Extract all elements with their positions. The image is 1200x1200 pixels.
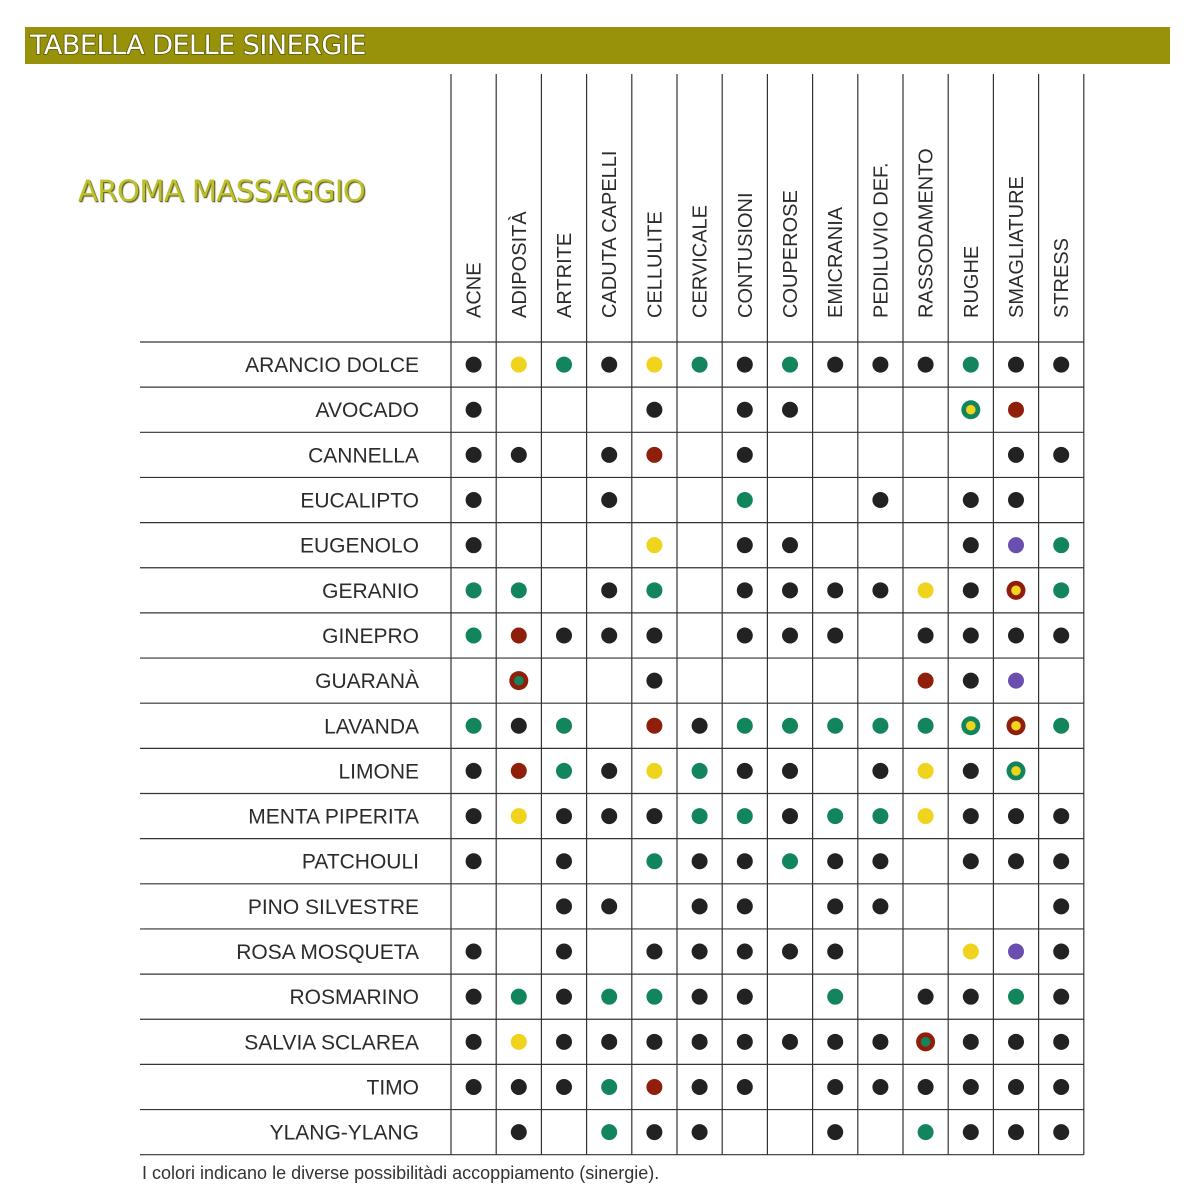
row-label: ARANCIO DOLCE bbox=[245, 354, 419, 378]
synergy-dot bbox=[556, 763, 572, 779]
synergy-dot bbox=[918, 582, 934, 598]
synergy-dot bbox=[601, 1034, 617, 1050]
column-header: ADIPOSITÀ bbox=[508, 211, 531, 318]
synergy-dot bbox=[466, 582, 482, 598]
synergy-dot bbox=[692, 1079, 708, 1095]
synergy-dot bbox=[556, 357, 572, 373]
synergy-dot bbox=[601, 1124, 617, 1140]
synergy-dot-core bbox=[514, 676, 524, 686]
synergy-dot bbox=[1008, 1124, 1024, 1140]
synergy-dot bbox=[1008, 447, 1024, 463]
synergy-dot bbox=[466, 718, 482, 734]
synergy-dot bbox=[963, 1079, 979, 1095]
synergy-dot bbox=[692, 853, 708, 869]
synergy-dot bbox=[646, 402, 662, 418]
synergy-dot bbox=[556, 1079, 572, 1095]
synergy-dot bbox=[963, 1124, 979, 1140]
synergy-dot bbox=[737, 853, 753, 869]
synergy-dot bbox=[1053, 1034, 1069, 1050]
synergy-dot bbox=[963, 582, 979, 598]
synergy-dot bbox=[466, 357, 482, 373]
synergy-dot bbox=[827, 1124, 843, 1140]
synergy-dot bbox=[1053, 1124, 1069, 1140]
synergy-dot bbox=[601, 447, 617, 463]
synergy-dot bbox=[466, 763, 482, 779]
synergy-dot bbox=[511, 1124, 527, 1140]
synergy-dot bbox=[963, 1034, 979, 1050]
column-header: PEDILUVIO DEF. bbox=[870, 162, 893, 318]
synergy-dot bbox=[511, 1079, 527, 1095]
synergy-dot bbox=[466, 537, 482, 553]
synergy-dot bbox=[466, 402, 482, 418]
synergy-dot bbox=[556, 1034, 572, 1050]
synergy-dot bbox=[511, 627, 527, 643]
synergy-dot bbox=[1008, 627, 1024, 643]
synergy-dot bbox=[782, 808, 798, 824]
synergy-dot bbox=[1053, 898, 1069, 914]
synergy-dot bbox=[1008, 357, 1024, 373]
synergy-dot bbox=[918, 718, 934, 734]
synergy-dot bbox=[1053, 627, 1069, 643]
row-label: ROSA MOSQUETA bbox=[236, 941, 419, 965]
column-header: ARTRITE bbox=[554, 232, 576, 318]
synergy-dot bbox=[737, 582, 753, 598]
synergy-dot bbox=[1008, 944, 1024, 960]
synergy-dot bbox=[601, 1079, 617, 1095]
synergy-dot bbox=[511, 447, 527, 463]
synergy-dot bbox=[646, 989, 662, 1005]
column-header: EMICRANIA bbox=[825, 206, 848, 318]
synergy-dot bbox=[646, 763, 662, 779]
column-header: CELLULITE bbox=[644, 211, 667, 318]
synergy-dot bbox=[737, 944, 753, 960]
synergy-dot bbox=[872, 898, 888, 914]
column-header: SMAGLIATURE bbox=[1006, 176, 1028, 318]
column-header: RASSODAMENTO bbox=[915, 148, 938, 318]
synergy-dot bbox=[1053, 989, 1069, 1005]
synergy-dot bbox=[646, 1034, 662, 1050]
synergy-dot bbox=[827, 627, 843, 643]
synergy-dot bbox=[692, 989, 708, 1005]
synergy-dot bbox=[782, 627, 798, 643]
synergy-dot-core bbox=[1011, 586, 1021, 596]
row-label: GINEPRO bbox=[322, 624, 419, 648]
synergy-dot bbox=[782, 357, 798, 373]
column-header: RUGHE bbox=[960, 245, 983, 318]
synergy-dot bbox=[782, 718, 798, 734]
synergy-dot bbox=[692, 1034, 708, 1050]
row-label: EUGENOLO bbox=[299, 534, 419, 558]
synergy-dot bbox=[466, 853, 482, 869]
synergy-dot bbox=[1008, 853, 1024, 869]
synergy-dot bbox=[872, 808, 888, 824]
synergy-dot bbox=[963, 808, 979, 824]
row-label: PINO SILVESTRE bbox=[247, 895, 419, 919]
synergy-dot bbox=[827, 989, 843, 1005]
synergy-dot bbox=[601, 763, 617, 779]
synergy-dot bbox=[782, 763, 798, 779]
synergy-dot bbox=[601, 627, 617, 643]
synergy-dot bbox=[737, 763, 753, 779]
synergy-dot bbox=[646, 673, 662, 689]
synergy-dot bbox=[556, 808, 572, 824]
synergy-dot bbox=[692, 1124, 708, 1140]
synergy-dot bbox=[1053, 718, 1069, 734]
synergy-dot bbox=[963, 492, 979, 508]
synergy-dot bbox=[556, 627, 572, 643]
synergy-dot bbox=[1053, 944, 1069, 960]
synergy-dot bbox=[692, 944, 708, 960]
footnote: I colori indicano le diverse possibilitàdi accoppiamento (sinergie). bbox=[142, 1163, 660, 1183]
synergy-dot bbox=[1053, 537, 1069, 553]
synergy-dot bbox=[872, 1079, 888, 1095]
synergy-dot bbox=[1008, 1079, 1024, 1095]
synergy-dot bbox=[1053, 1079, 1069, 1095]
synergy-dot bbox=[692, 898, 708, 914]
synergy-dot bbox=[692, 808, 708, 824]
synergy-dot bbox=[918, 763, 934, 779]
synergy-dot bbox=[692, 718, 708, 734]
synergy-dot bbox=[601, 582, 617, 598]
synergy-dot-core bbox=[966, 405, 976, 415]
synergy-dot bbox=[782, 944, 798, 960]
synergy-dot bbox=[918, 627, 934, 643]
synergy-dot bbox=[737, 808, 753, 824]
synergy-dot bbox=[466, 944, 482, 960]
synergy-dot bbox=[646, 582, 662, 598]
synergy-dot bbox=[963, 944, 979, 960]
synergy-dot-core bbox=[966, 721, 976, 731]
synergy-dot bbox=[737, 537, 753, 553]
synergy-dot bbox=[872, 357, 888, 373]
synergy-dot bbox=[646, 853, 662, 869]
synergy-dot bbox=[737, 402, 753, 418]
synergy-dot bbox=[782, 537, 798, 553]
synergy-dot bbox=[646, 447, 662, 463]
synergy-dot bbox=[918, 1079, 934, 1095]
synergy-dot bbox=[737, 898, 753, 914]
synergy-dot bbox=[872, 582, 888, 598]
synergy-dot bbox=[827, 718, 843, 734]
synergy-dot bbox=[963, 853, 979, 869]
synergy-dot bbox=[692, 763, 708, 779]
synergy-dot bbox=[511, 808, 527, 824]
synergy-dot bbox=[782, 853, 798, 869]
synergy-dot bbox=[692, 357, 708, 373]
row-label: AVOCADO bbox=[315, 399, 419, 423]
synergy-dot bbox=[511, 582, 527, 598]
synergy-dot bbox=[601, 357, 617, 373]
row-label: YLANG-YLANG bbox=[269, 1121, 419, 1145]
synergy-dot bbox=[872, 492, 888, 508]
synergy-dot bbox=[1053, 447, 1069, 463]
synergy-dot-core bbox=[921, 1037, 931, 1047]
synergy-dot bbox=[601, 808, 617, 824]
synergy-dot bbox=[737, 1034, 753, 1050]
row-label: EUCALIPTO bbox=[300, 489, 419, 513]
synergy-dot bbox=[827, 853, 843, 869]
synergy-dot bbox=[466, 627, 482, 643]
row-label: LAVANDA bbox=[324, 715, 419, 739]
synergy-dot bbox=[1053, 582, 1069, 598]
synergy-dot bbox=[556, 944, 572, 960]
synergy-dot bbox=[737, 989, 753, 1005]
row-label: SALVIA SCLAREA bbox=[244, 1031, 419, 1055]
synergy-dot bbox=[556, 898, 572, 914]
synergy-dot bbox=[918, 1124, 934, 1140]
synergy-dot bbox=[1008, 537, 1024, 553]
synergy-dot bbox=[646, 537, 662, 553]
synergy-dot bbox=[601, 989, 617, 1005]
synergy-dot bbox=[466, 447, 482, 463]
synergy-dot bbox=[511, 357, 527, 373]
synergy-dot bbox=[737, 357, 753, 373]
column-header: CERVICALE bbox=[689, 204, 712, 318]
synergy-dot bbox=[511, 989, 527, 1005]
row-label: LIMONE bbox=[338, 760, 419, 784]
synergy-dot bbox=[556, 718, 572, 734]
synergy-dot bbox=[963, 627, 979, 643]
synergy-dot bbox=[918, 357, 934, 373]
synergy-dot bbox=[963, 673, 979, 689]
synergy-dot bbox=[646, 627, 662, 643]
synergy-dot bbox=[963, 763, 979, 779]
synergy-dot bbox=[782, 402, 798, 418]
row-label: TIMO bbox=[366, 1076, 419, 1100]
synergy-dot bbox=[646, 808, 662, 824]
synergy-dot bbox=[737, 447, 753, 463]
column-header: CADUTA CAPELLI bbox=[599, 150, 622, 318]
synergy-dot bbox=[1008, 402, 1024, 418]
synergy-dot bbox=[1053, 357, 1069, 373]
synergy-dot bbox=[963, 989, 979, 1005]
synergy-dot bbox=[737, 627, 753, 643]
synergy-dot bbox=[872, 718, 888, 734]
synergy-dot bbox=[646, 718, 662, 734]
synergy-dot bbox=[827, 898, 843, 914]
column-header: COUPEROSE bbox=[780, 190, 802, 318]
synergy-dot bbox=[511, 1034, 527, 1050]
synergy-dot bbox=[827, 1079, 843, 1095]
synergy-dot bbox=[1053, 808, 1069, 824]
synergy-dot bbox=[737, 718, 753, 734]
synergy-dot bbox=[646, 944, 662, 960]
column-header: ACNE bbox=[463, 262, 486, 318]
synergy-dot bbox=[466, 989, 482, 1005]
synergy-dot bbox=[1008, 492, 1024, 508]
column-header: CONTUSIONI bbox=[734, 192, 757, 318]
synergy-dot bbox=[646, 357, 662, 373]
synergy-dot bbox=[1053, 853, 1069, 869]
synergy-dot bbox=[827, 357, 843, 373]
synergy-dot bbox=[918, 673, 934, 689]
synergy-dot bbox=[737, 492, 753, 508]
synergy-dot bbox=[827, 808, 843, 824]
synergy-dot bbox=[556, 853, 572, 869]
synergy-dot bbox=[963, 537, 979, 553]
synergy-dot bbox=[827, 1034, 843, 1050]
row-label: ROSMARINO bbox=[289, 986, 419, 1010]
row-label: PATCHOULI bbox=[301, 850, 419, 874]
row-label: GUARANÀ bbox=[315, 670, 419, 694]
synergy-dot bbox=[466, 808, 482, 824]
row-label: GERANIO bbox=[322, 579, 419, 603]
synergy-dot bbox=[466, 492, 482, 508]
synergy-dot bbox=[1008, 673, 1024, 689]
synergy-dot bbox=[556, 989, 572, 1005]
synergy-dot bbox=[737, 1079, 753, 1095]
row-label: CANNELLA bbox=[308, 444, 419, 468]
synergy-dot bbox=[782, 582, 798, 598]
synergy-dot bbox=[466, 1079, 482, 1095]
synergy-dot bbox=[646, 1124, 662, 1140]
row-label: MENTA PIPERITA bbox=[248, 805, 419, 829]
synergy-dot bbox=[872, 763, 888, 779]
synergy-dot bbox=[827, 582, 843, 598]
synergy-dot bbox=[511, 763, 527, 779]
synergy-dot bbox=[827, 944, 843, 960]
synergy-dot bbox=[872, 853, 888, 869]
synergy-dot bbox=[466, 1034, 482, 1050]
synergy-dot bbox=[782, 1034, 798, 1050]
synergy-dot-core bbox=[1011, 721, 1021, 731]
synergy-dot bbox=[511, 718, 527, 734]
synergy-dot bbox=[872, 1034, 888, 1050]
synergy-dot bbox=[1008, 1034, 1024, 1050]
synergy-dot bbox=[601, 898, 617, 914]
column-header: STRESS bbox=[1051, 237, 1074, 318]
page-title: TABELLA DELLE SINERGIE bbox=[30, 30, 366, 61]
synergy-dot bbox=[646, 1079, 662, 1095]
synergy-dot bbox=[1008, 808, 1024, 824]
synergy-dot bbox=[1008, 989, 1024, 1005]
synergy-dot bbox=[963, 357, 979, 373]
row-header-label: AROMA MASSAGGIO bbox=[78, 174, 366, 208]
synergy-dot bbox=[601, 492, 617, 508]
synergy-dot bbox=[918, 989, 934, 1005]
synergy-dot-core bbox=[1011, 766, 1021, 776]
synergy-dot bbox=[918, 808, 934, 824]
